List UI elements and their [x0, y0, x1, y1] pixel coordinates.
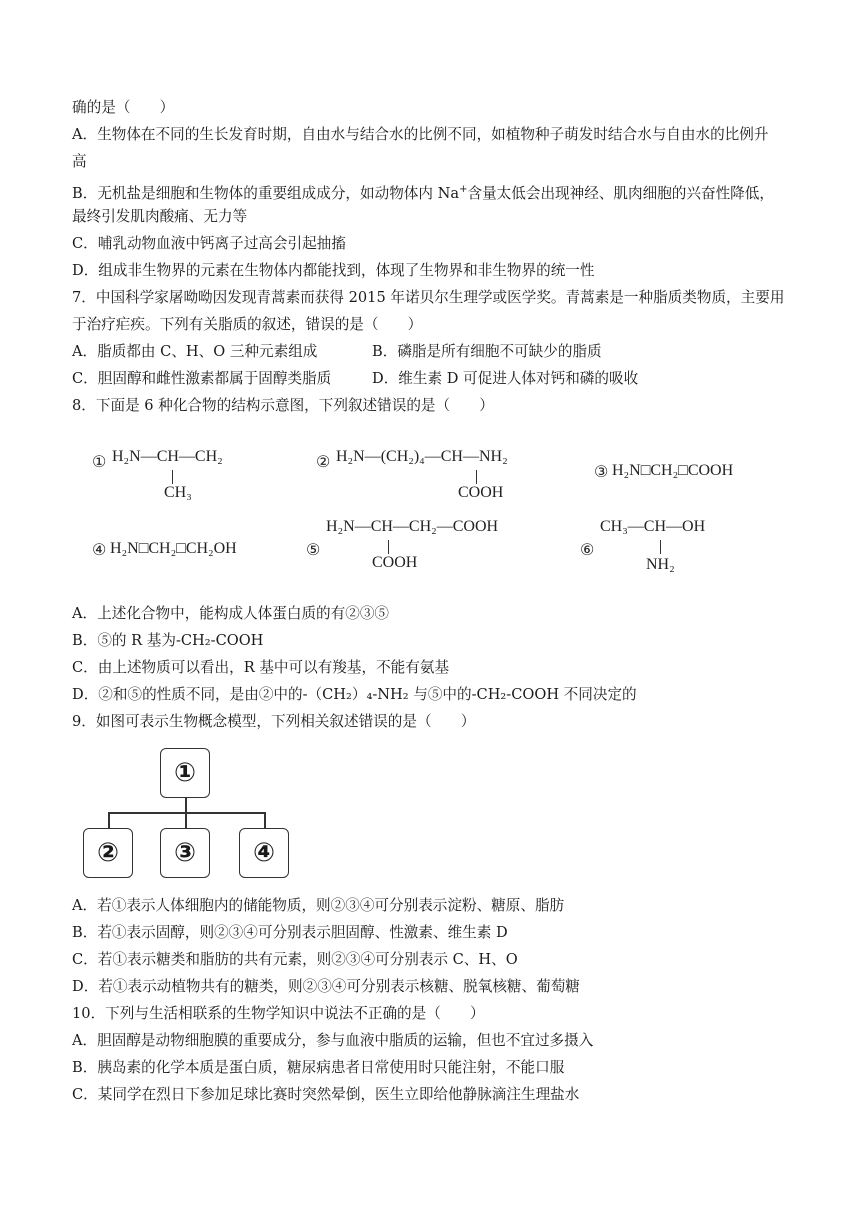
compound-3-formula: H₂N□CH₂□COOH — [612, 462, 734, 479]
compound-2-number: ② — [316, 454, 331, 471]
compound-1-number: ① — [92, 454, 107, 471]
compound-3-number: ③ — [594, 464, 609, 481]
q6-b-sup: + — [459, 184, 468, 195]
connector-middle — [185, 812, 187, 828]
q9-stem: 9．如图可表示生物概念模型，下列相关叙述错误的是（ ） — [72, 713, 476, 730]
compound-6-bond — [660, 540, 661, 554]
q7-option-row1 — [72, 342, 602, 362]
q6-option-a-line1: A．生物体在不同的生长发育时期，自由水与结合水的比例不同，如植物种子萌发时结合水与自由水的比例升 — [72, 126, 769, 143]
compound-2-bond — [476, 470, 477, 484]
compound-6-main: CH₃—CH—OH — [600, 518, 706, 535]
q8-option-a: A．上述化合物中，能构成人体蛋白质的有②③⑤ — [72, 605, 390, 622]
q10-option-a: A．胆固醇是动物细胞膜的重要成分，参与血液中脂质的运输，但也不宜过多摄入 — [72, 1032, 594, 1049]
q6-stem-tail: 确的是（ ） — [72, 99, 175, 116]
connector-right — [264, 812, 266, 828]
compound-5-bond — [388, 540, 389, 554]
q6-option-d: D．组成非生物界的元素在生物体内都能找到，体现了生物界和非生物界的统一性 — [72, 262, 595, 279]
compound-4-formula: H₂N□CH₂□CH₂OH — [110, 540, 237, 557]
q6-b-post: 含量太低会出现神经、肌肉细胞的兴奋性降低， — [467, 184, 774, 202]
compound-6-number: ⑥ — [580, 542, 595, 559]
compound-5-main: H₂N—CH—CH₂—COOH — [326, 518, 499, 535]
q7-stem-line1: 7．中国科学家屠呦呦因发现青蒿素而获得 2015 年诺贝尔生理学或医学奖。青蒿素是一种脂质类物质，主要用 — [72, 289, 785, 306]
compound-5-number: ⑤ — [306, 542, 321, 559]
q7-option-a: A．脂质都由 C、H、O 三种元素组成 — [72, 343, 318, 360]
q10-option-b: B．胰岛素的化学本质是蛋白质，糖尿病患者日常使用时只能注射，不能口服 — [72, 1059, 565, 1076]
concept-box-4: ④ — [239, 828, 289, 878]
q9-option-b: B．若①表示固醇，则②③④可分别表示胆固醇、性激素、维生素 D — [72, 924, 508, 941]
q7-option-c: C．胆固醇和雌性激素都属于固醇类脂质 — [72, 370, 332, 387]
q8-option-c: C．由上述物质可以看出，R 基中可以有羧基，不能有氨基 — [72, 659, 450, 676]
q7-option-d: D．维生素 D 可促进人体对钙和磷的吸收 — [372, 370, 639, 387]
q6-b-pre: B．无机盐是细胞和生物体的重要组成成分，如动物体内 Na — [72, 184, 460, 202]
connector-left — [108, 812, 110, 828]
q10-option-c: C．某同学在烈日下参加足球比赛时突然晕倒，医生立即给他静脉滴注生理盐水 — [72, 1086, 580, 1103]
connector-horizontal — [108, 812, 265, 814]
q6-option-c: C．哺乳动物血液中钙离子过高会引起抽搐 — [72, 235, 346, 252]
compound-4-number: ④ — [92, 542, 107, 559]
q9-option-a: A．若①表示人体细胞内的储能物质，则②③④可分别表示淀粉、糖原、脂肪 — [72, 897, 565, 914]
concept-box-1: ① — [160, 748, 210, 798]
q6-option-b-line2: 最终引发肌肉酸痛、无力等 — [72, 208, 248, 225]
connector-stem — [185, 798, 187, 812]
compound-5-side: COOH — [372, 554, 418, 571]
q6-option-b-line1 — [72, 180, 774, 204]
q7-stem-line2: 于治疗疟疾。下列有关脂质的叙述，错误的是（ ） — [72, 316, 423, 333]
q9-option-d: D．若①表示动植物共有的糖类，则②③④可分别表示核糖、脱氧核糖、葡萄糖 — [72, 978, 580, 995]
q8-option-b: B．⑤的 R 基为-CH₂-COOH — [72, 632, 264, 649]
concept-box-3: ③ — [160, 828, 210, 878]
compound-2-side: COOH — [458, 484, 504, 501]
compound-6-side: NH₂ — [646, 556, 675, 573]
compound-1-bond — [172, 470, 173, 484]
q10-stem: 10．下列与生活相联系的生物学知识中说法不正确的是（ ） — [72, 1005, 485, 1022]
q7-option-b: B．磷脂是所有细胞不可缺少的脂质 — [372, 343, 602, 360]
q9-option-c: C．若①表示糖类和脂肪的共有元素，则②③④可分别表示 C、H、O — [72, 951, 518, 968]
q8-stem: 8．下面是 6 种化合物的结构示意图，下列叙述错误的是（ ） — [72, 397, 494, 414]
compound-2-main: H₂N—(CH₂)₄—CH—NH₂ — [336, 448, 508, 465]
q6-option-a-line2: 高 — [72, 153, 87, 170]
q7-option-row2 — [72, 369, 639, 389]
concept-box-2: ② — [83, 828, 133, 878]
compound-1-side: CH₃ — [164, 484, 192, 501]
compound-1-main: H₂N—CH—CH₂ — [112, 448, 223, 465]
q8-option-d: D．②和⑤的性质不同，是由②中的-（CH₂）₄-NH₂ 与⑤中的-CH₂-COOH 不同决定的 — [72, 686, 637, 703]
